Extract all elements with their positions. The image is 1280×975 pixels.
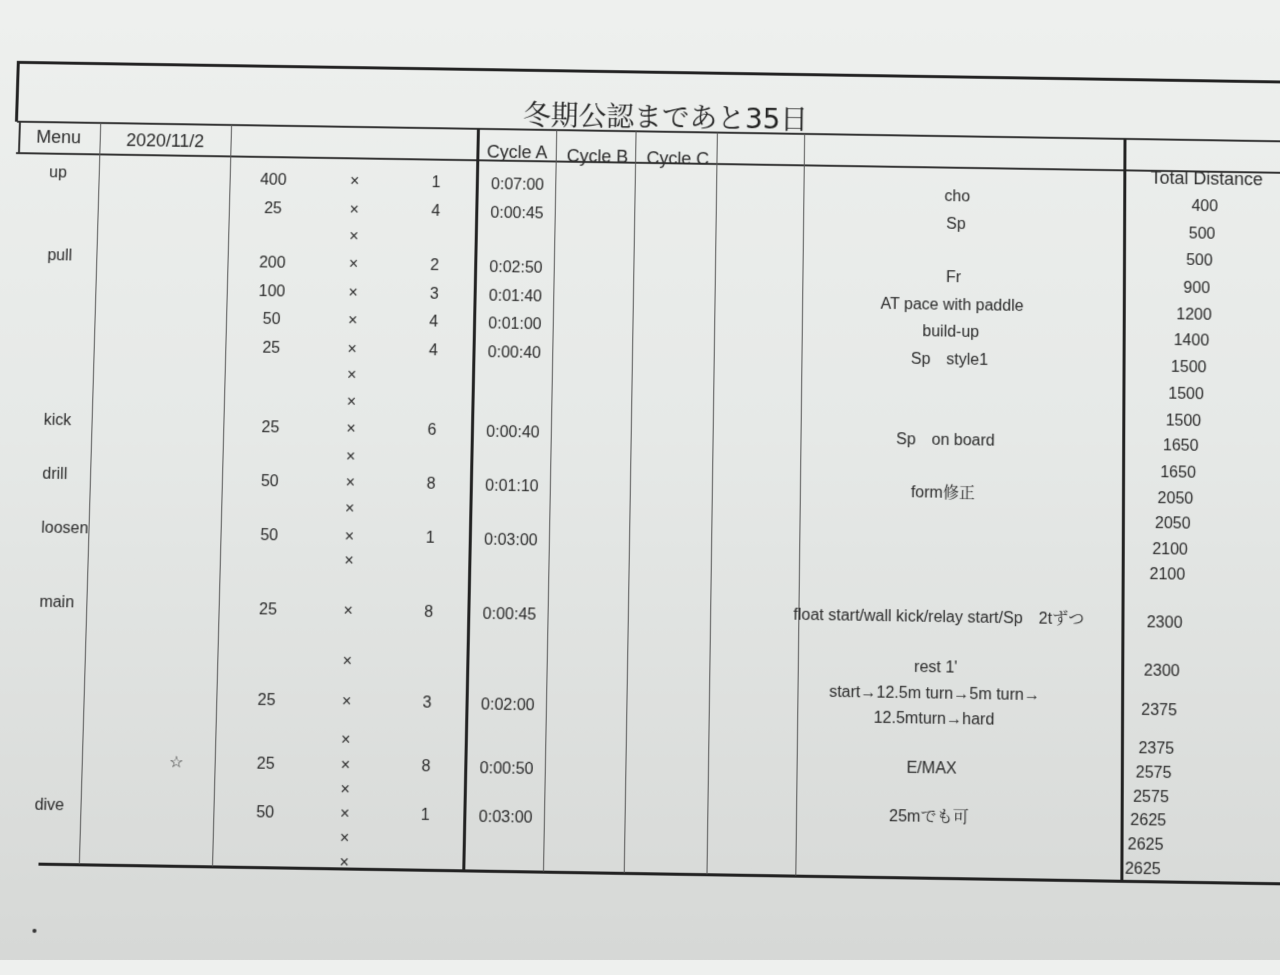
- total-distance-cell: 2300: [1146, 614, 1183, 632]
- cycle-a-cell: 0:01:10: [485, 477, 539, 496]
- total-distance-cell: 2100: [1149, 566, 1186, 584]
- distance-cell: 50: [260, 527, 279, 545]
- cycle-a-cell: 0:01:00: [488, 315, 542, 334]
- reps-cell: 6: [427, 421, 437, 439]
- header-menu: Menu: [36, 126, 82, 148]
- distance-cell: 50: [255, 804, 275, 822]
- reps-cell: 4: [428, 342, 438, 360]
- times-sign: ×: [345, 448, 356, 466]
- sheet-bottom-border: [38, 860, 1279, 886]
- distance-cell: 50: [260, 473, 279, 491]
- col-border-notes-left: [795, 134, 805, 876]
- note-cell: Sp: [946, 215, 966, 233]
- total-distance-cell: 2625: [1124, 860, 1161, 879]
- reps-cell: 8: [421, 758, 431, 776]
- menu-label: loosen: [40, 519, 89, 538]
- cycle-a-cell: 0:01:40: [488, 287, 543, 306]
- reps-cell: 1: [431, 174, 441, 192]
- reps-cell: 1: [420, 806, 430, 825]
- menu-label: kick: [43, 411, 72, 430]
- menu-label: main: [39, 593, 75, 612]
- total-distance-cell: 1500: [1170, 358, 1207, 377]
- total-distance-cell: 2100: [1152, 541, 1188, 559]
- distance-cell: 50: [262, 310, 281, 329]
- col-border-total-left: [1120, 139, 1126, 881]
- distance-cell: 25: [257, 691, 276, 710]
- cycle-a-cell: 0:00:40: [486, 423, 540, 442]
- total-distance-cell: 1650: [1162, 437, 1199, 455]
- header-cycle-b: Cycle B: [566, 145, 629, 167]
- cycle-a-cell: 0:00:50: [479, 760, 534, 779]
- cycle-a-cell: 0:03:00: [478, 808, 533, 827]
- times-sign: ×: [340, 781, 351, 799]
- times-sign: ×: [346, 420, 356, 438]
- times-sign: ×: [348, 255, 359, 273]
- times-sign: ×: [349, 173, 360, 190]
- note-cell: float start/wall kick/relay start/Sp 2tずつ: [793, 606, 1085, 629]
- col-border-cycle-a-left: [462, 129, 480, 871]
- total-distance-cell: 1400: [1173, 332, 1210, 350]
- distance-cell: 25: [262, 339, 281, 357]
- times-sign: ×: [344, 528, 355, 546]
- times-sign: ×: [339, 829, 350, 848]
- cycle-a-cell: 0:02:00: [480, 696, 535, 715]
- header-cycle-a: Cycle A: [486, 141, 548, 163]
- note-cell: 25mでも可: [888, 808, 969, 827]
- col-border-cycle-b-left: [543, 130, 557, 872]
- col-border-cycle-c-right: [706, 133, 717, 875]
- cycle-a-cell: 0:00:45: [482, 605, 537, 624]
- col-border-menu: [79, 123, 101, 864]
- reps-cell: 2: [430, 257, 440, 275]
- reps-cell: 8: [424, 603, 434, 622]
- total-distance-cell: 2050: [1157, 490, 1194, 508]
- distance-cell: 25: [263, 200, 283, 218]
- note-cell: form修正: [910, 484, 975, 503]
- total-distance-cell: 2625: [1130, 811, 1167, 830]
- note-cell: Fr: [945, 269, 961, 287]
- menu-label: up: [48, 164, 68, 182]
- menu-label: drill: [42, 465, 68, 483]
- col-border-cycle-c-left: [624, 131, 637, 873]
- reps-cell: 1: [425, 529, 435, 547]
- header-cycle-c: Cycle C: [646, 148, 710, 169]
- total-distance-cell: 1200: [1176, 306, 1212, 324]
- total-distance-cell: 2375: [1138, 740, 1175, 758]
- cycle-a-cell: 0:03:00: [483, 531, 538, 550]
- cycle-a-cell: 0:07:00: [490, 176, 545, 194]
- cycle-a-cell: 0:00:40: [487, 344, 542, 362]
- distance-cell: 25: [258, 601, 278, 619]
- total-distance-cell: 900: [1183, 279, 1211, 298]
- distance-cell: 200: [258, 254, 286, 272]
- total-distance-cell: 1650: [1160, 464, 1196, 482]
- menu-label: dive: [34, 796, 65, 815]
- menu-label: pull: [47, 247, 73, 265]
- star-mark: ☆: [168, 754, 184, 772]
- reps-cell: 3: [429, 285, 439, 303]
- note-cell: Sp style1: [910, 350, 989, 369]
- note-cell: AT pace with paddle: [880, 295, 1024, 315]
- reps-cell: 4: [431, 202, 441, 220]
- times-sign: ×: [340, 756, 351, 775]
- times-sign: ×: [341, 693, 352, 711]
- times-sign: ×: [347, 312, 358, 330]
- note-cell: Sp on board: [896, 431, 995, 450]
- col-border-date: [212, 125, 232, 866]
- total-distance-cell: 500: [1186, 252, 1213, 270]
- times-sign: ×: [348, 284, 358, 302]
- times-sign: ×: [349, 228, 359, 246]
- sheet-top-border: [17, 61, 1280, 84]
- total-distance-cell: 2050: [1154, 515, 1191, 533]
- header-total-distance: Total Distance: [1150, 167, 1263, 190]
- total-distance-cell: 500: [1188, 225, 1216, 243]
- note-cell: E/MAX: [906, 759, 957, 778]
- cycle-a-cell: 0:00:45: [490, 204, 544, 223]
- total-distance-cell: 1500: [1165, 412, 1202, 430]
- distance-cell: 25: [261, 419, 280, 437]
- total-distance-cell: 400: [1191, 197, 1218, 216]
- times-sign: ×: [347, 341, 358, 359]
- times-sign: ×: [349, 201, 360, 219]
- reps-cell: 3: [422, 694, 432, 712]
- total-distance-cell: 1500: [1168, 385, 1204, 404]
- page-title: 冬期公認まであと35日: [522, 99, 809, 136]
- times-sign: ×: [339, 854, 350, 872]
- note-cell: cho: [944, 188, 971, 206]
- times-sign: ×: [344, 552, 354, 570]
- total-distance-cell: 2300: [1143, 662, 1180, 681]
- total-distance-cell: 2625: [1127, 836, 1164, 854]
- times-sign: ×: [346, 393, 357, 411]
- header-date: 2020/11/2: [125, 130, 205, 152]
- col-border-1: [18, 122, 21, 153]
- cycle-a-cell: 0:02:50: [489, 259, 543, 277]
- times-sign: ×: [344, 500, 355, 518]
- note-cell-continued: 12.5mturn→hard: [873, 709, 995, 729]
- total-distance-cell: 2575: [1132, 788, 1169, 807]
- total-distance-cell: 2575: [1135, 764, 1172, 783]
- note-cell: build-up: [922, 323, 980, 341]
- times-sign: ×: [346, 366, 357, 384]
- distance-cell: 25: [256, 755, 275, 773]
- times-sign: ×: [345, 474, 356, 492]
- distance-cell: 400: [259, 171, 287, 189]
- reps-cell: 4: [429, 313, 439, 331]
- note-cell: rest 1': [914, 658, 958, 677]
- times-sign: ×: [343, 602, 354, 620]
- reps-cell: 8: [426, 475, 436, 493]
- distance-cell: 100: [258, 283, 286, 301]
- times-sign: ×: [339, 805, 350, 823]
- total-distance-cell: 2375: [1141, 701, 1178, 720]
- sheet-left-border: [15, 61, 20, 122]
- times-sign: ×: [340, 731, 351, 749]
- times-sign: ×: [342, 652, 353, 671]
- note-cell: start→12.5m turn→5m turn→: [828, 683, 1040, 705]
- screen-speck: [32, 929, 36, 933]
